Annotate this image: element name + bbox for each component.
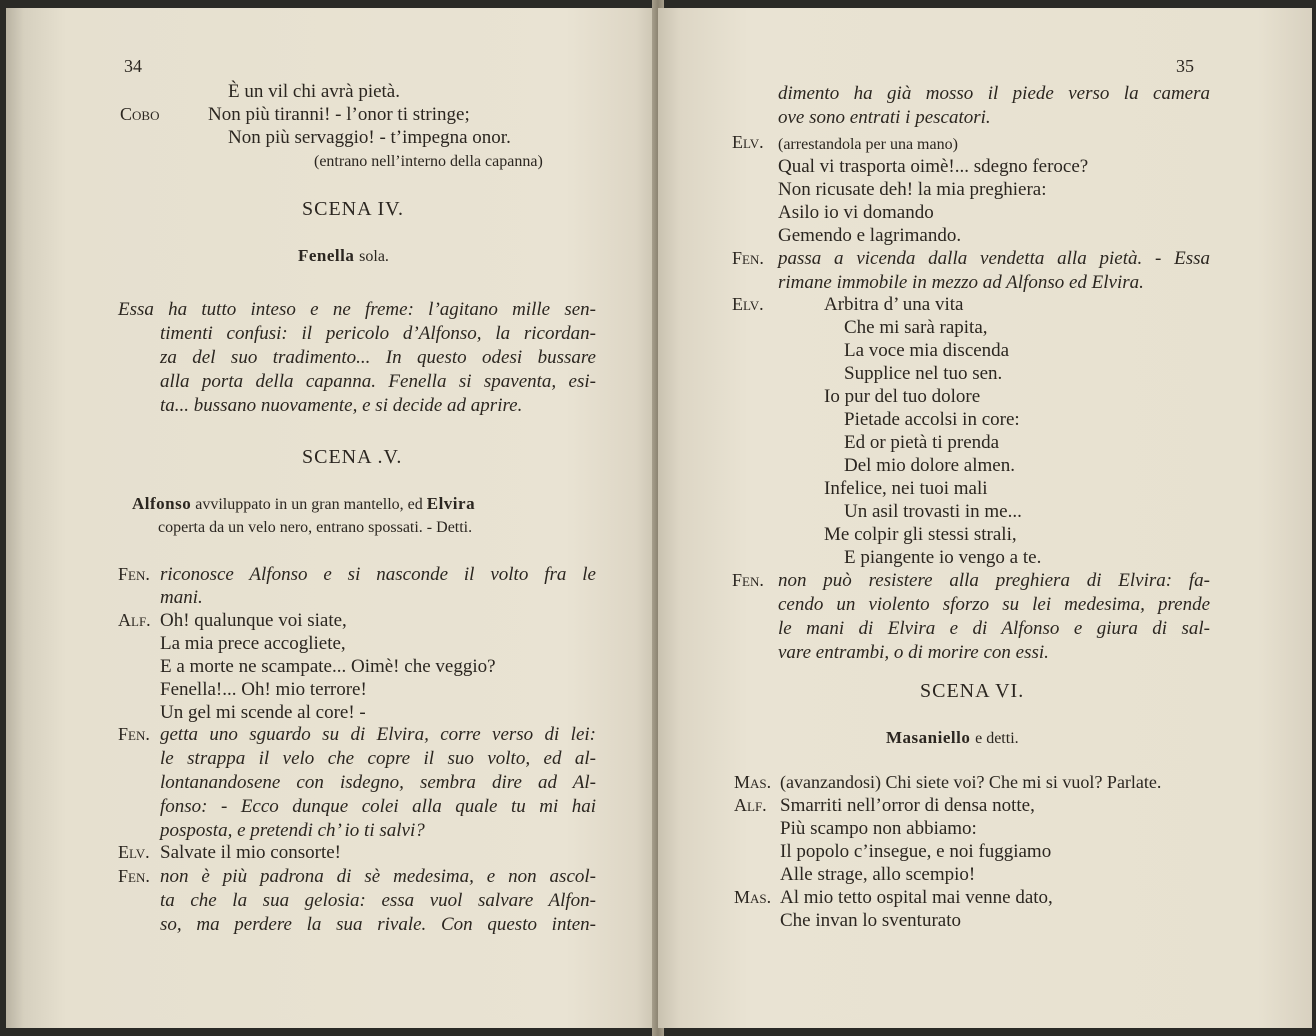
character-note: coperta da un velo nero, entrano spossati. - Detti. — [158, 519, 473, 536]
speaker-label: Mas. — [734, 887, 772, 907]
direction-line: le strappa il velo che copre il suo volto, ed al- — [160, 748, 596, 769]
verse-line: Ed or pietà ti prenda — [844, 432, 1000, 453]
speaker-label: Alf. — [734, 795, 767, 815]
direction-line: non è più padrona di sè medesima, e non ascol- — [160, 866, 596, 887]
verse-line: Alle strage, allo scempio! — [780, 864, 976, 885]
verse-line: Oh! qualunque voi siate, — [160, 610, 347, 631]
scene-title: SCENA .V. — [302, 446, 403, 468]
direction-line: posposta, e pretendi ch’ io ti salvi? — [160, 820, 425, 841]
verse-line: Che mi sarà rapita, — [844, 317, 988, 338]
speaker-label: Fen. — [732, 248, 764, 268]
direction-line: Essa ha tutto inteso e ne freme: l’agitano mille sen- — [118, 299, 596, 320]
verse-line: Asilo io vi domando — [778, 202, 934, 223]
verse-line: Non più servaggio! - t’impegna onor. — [228, 127, 511, 148]
right-page — [658, 8, 1312, 1028]
verse-line: Supplice nel tuo sen. — [844, 363, 1003, 384]
speaker-label: Elv. — [732, 294, 764, 314]
verse-line: Salvate il mio consorte! — [160, 842, 341, 863]
direction-line: lontanandosene con isdegno, sembra dire ad Al- — [160, 772, 596, 793]
verse-line: Infelice, nei tuoi mali — [824, 478, 988, 499]
direction-line: le mani di Elvira e di Alfonso e giura di sal- — [778, 618, 1210, 639]
direction-line: getta uno sguardo su di Elvira, corre verso di lei: — [160, 724, 596, 745]
page-number: 35 — [1176, 56, 1194, 76]
direction-line: dimento ha già mosso il piede verso la camera — [778, 83, 1210, 104]
scene-characters — [298, 244, 389, 268]
direction-line: alla porta della capanna. Fenella si spaventa, esi- — [160, 371, 596, 392]
verse-line: E a morte ne scampate... Oimè! che veggio? — [160, 656, 496, 677]
verse-line: La voce mia discenda — [844, 340, 1010, 361]
scene-title: SCENA IV. — [302, 198, 404, 220]
character-note: e detti. — [975, 730, 1019, 747]
character-name: Masaniello — [886, 728, 971, 747]
stage-direction: (arrestandola per una mano) — [778, 136, 958, 153]
verse-line: Un asil trovasti in me... — [844, 501, 1022, 522]
character-name: Elvira — [426, 494, 476, 513]
speaker-label: Mas. — [734, 772, 772, 792]
direction-line: non può resistere alla preghiera di Elvira: fa- — [778, 570, 1210, 591]
verse-line: E piangente io vengo a te. — [844, 547, 1042, 568]
verse-line: Il popolo c’insegue, e noi fuggiamo — [780, 841, 1052, 862]
direction-line: timenti confusi: il pericolo d’Alfonso, la ricordan- — [160, 323, 596, 344]
verse-line: La mia prece accogliete, — [160, 633, 346, 654]
character-note: sola. — [359, 248, 389, 265]
speaker-label: Fen. — [118, 724, 150, 744]
direction-line: passa a vicenda dalla vendetta alla pietà. - Essa — [778, 248, 1210, 269]
page-number: 34 — [124, 56, 142, 76]
direction-line: vare entrambi, o di morire con essi. — [778, 642, 1049, 663]
verse-line: (avanzandosi) Chi siete voi? Che mi si vuol? Parlate. — [780, 772, 1162, 792]
verse-line: Non più tiranni! - l’onor ti stringe; — [208, 104, 470, 125]
verse-line: Non ricusate deh! la mia preghiera: — [778, 179, 1047, 200]
direction-line: cendo un violento sforzo su lei medesima, prende — [778, 594, 1210, 615]
verse-line: Arbitra d’ una vita — [824, 294, 964, 315]
verse-line: Gemendo e lagrimando. — [778, 225, 962, 246]
verse-line: Pietade accolsi in core: — [844, 409, 1020, 430]
verse-line: Qual vi trasporta oimè!... sdegno feroce? — [778, 156, 1089, 177]
speaker-label: Elv. — [732, 132, 764, 152]
verse-line: Al mio tetto ospital mai venne dato, — [780, 887, 1053, 908]
verse-line: Un gel mi scende al core! - — [160, 702, 366, 723]
left-page — [6, 8, 658, 1028]
speaker-label: Alf. — [118, 610, 151, 630]
direction-line: ta... bussano nuovamente, e si decide ad aprire. — [160, 395, 523, 416]
direction-line: so, ma perdere la sua rivale. Con questo inten- — [160, 914, 596, 935]
character-name: Fenella — [298, 246, 355, 265]
direction-line: ove sono entrati i pescatori. — [778, 107, 991, 128]
direction-line: riconosce Alfonso e si nasconde il volto fra le — [160, 564, 596, 585]
stage-direction: (entrano nell’interno della capanna) — [314, 153, 543, 170]
verse-line: Smarriti nell’orror di densa notte, — [780, 795, 1035, 816]
direction-line: fonso: - Ecco dunque colei alla quale tu mi hai — [160, 796, 596, 817]
scene-characters — [132, 492, 475, 516]
verse-line: Fenella!... Oh! mio terrore! — [160, 679, 367, 700]
verse-line: È un vil chi avrà pietà. — [228, 81, 400, 102]
verse-line: Più scampo non abbiamo: — [780, 818, 977, 839]
verse-line: Io pur del tuo dolore — [824, 386, 981, 407]
direction-line: ta che la sua gelosia: essa vuol salvare Alfon- — [160, 890, 596, 911]
speaker-label: Cobo — [120, 104, 160, 124]
character-name: Alfonso — [132, 494, 192, 513]
speaker-label: Elv. — [118, 842, 150, 862]
speaker-label: Fen. — [732, 570, 764, 590]
direction-line: mani. — [160, 587, 203, 608]
character-note: avviluppato in un gran mantello, ed — [195, 496, 423, 513]
scene-title: SCENA VI. — [920, 680, 1025, 702]
verse-line: Me colpir gli stessi strali, — [824, 524, 1017, 545]
speaker-label: Fen. — [118, 866, 150, 886]
verse-line: Che invan lo sventurato — [780, 910, 961, 931]
verse-line: Del mio dolore almen. — [844, 455, 1015, 476]
direction-line: za del suo tradimento... In questo odesi bussare — [160, 347, 596, 368]
speaker-label: Fen. — [118, 564, 150, 584]
scene-characters — [886, 726, 1019, 750]
direction-line: rimane immobile in mezzo ad Alfonso ed Elvira. — [778, 272, 1144, 293]
